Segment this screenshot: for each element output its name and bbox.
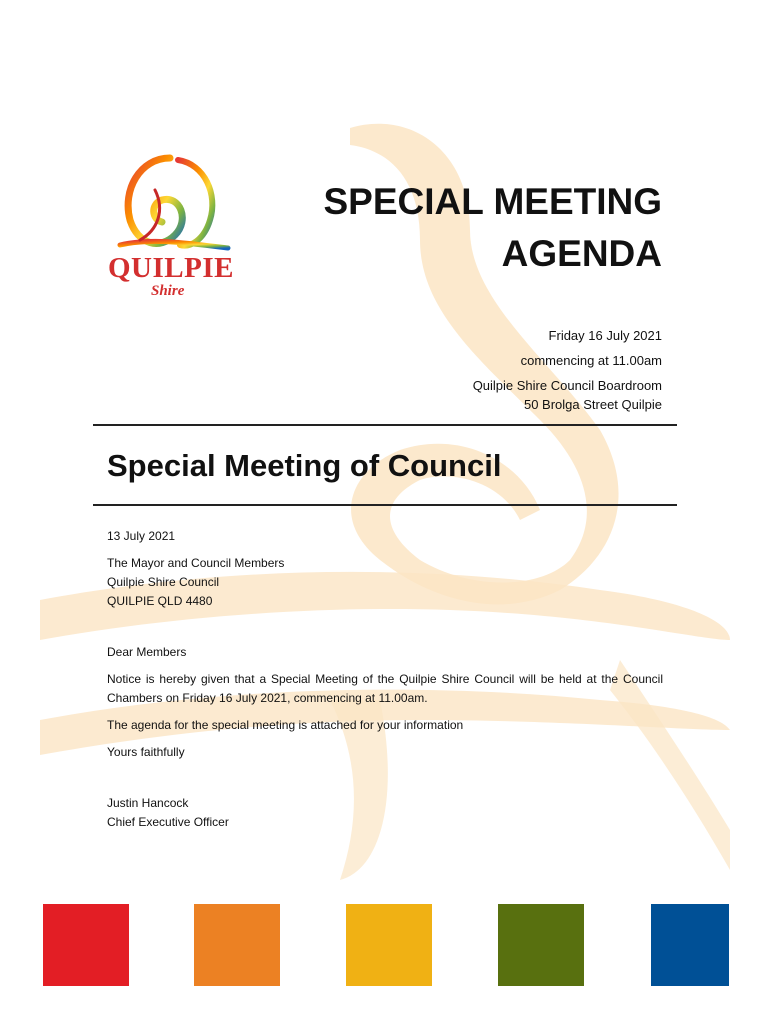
notice-paragraph: Notice is hereby given that a Special Meeting of the Quilpie Shire Council will be held at the Council Chambers on Friday 16 July 2021, commencing at 11.00am. [107, 672, 663, 705]
address-line-3: QUILPIE QLD 4480 [107, 594, 213, 608]
section-heading: Special Meeting of Council [107, 448, 502, 483]
square-green [498, 904, 584, 986]
agenda-paragraph: The agenda for the special meeting is attached for your information [107, 718, 464, 732]
title-line-2: AGENDA [501, 233, 662, 274]
square-yellow [346, 904, 432, 986]
square-blue [651, 904, 729, 986]
signatory-name: Justin Hancock [107, 796, 189, 810]
logo-sub: Shire [151, 283, 185, 299]
address-line-2: Quilpie Shire Council [107, 575, 220, 589]
meeting-time: commencing at 11.00am [520, 353, 662, 368]
letter-body [107, 527, 663, 832]
page-title [212, 176, 662, 280]
meeting-venue-line-1: Quilpie Shire Council Boardroom [472, 378, 662, 393]
letter-date: 13 July 2021 [107, 529, 176, 543]
closing: Yours faithfully [107, 745, 185, 759]
square-orange [194, 904, 280, 986]
divider-top [93, 424, 677, 426]
signatory-title: Chief Executive Officer [107, 815, 229, 829]
salutation: Dear Members [107, 645, 187, 659]
divider-bottom [93, 504, 677, 506]
square-red [43, 904, 129, 986]
color-squares [0, 904, 770, 988]
logo-name: QUILPIE [108, 252, 234, 284]
meeting-date: Friday 16 July 2021 [548, 328, 662, 343]
title-line-1: SPECIAL MEETING [323, 181, 662, 222]
address-line-1: The Mayor and Council Members [107, 556, 285, 570]
meeting-details [262, 326, 662, 414]
meeting-venue-line-2: 50 Brolga Street Quilpie [523, 397, 662, 412]
